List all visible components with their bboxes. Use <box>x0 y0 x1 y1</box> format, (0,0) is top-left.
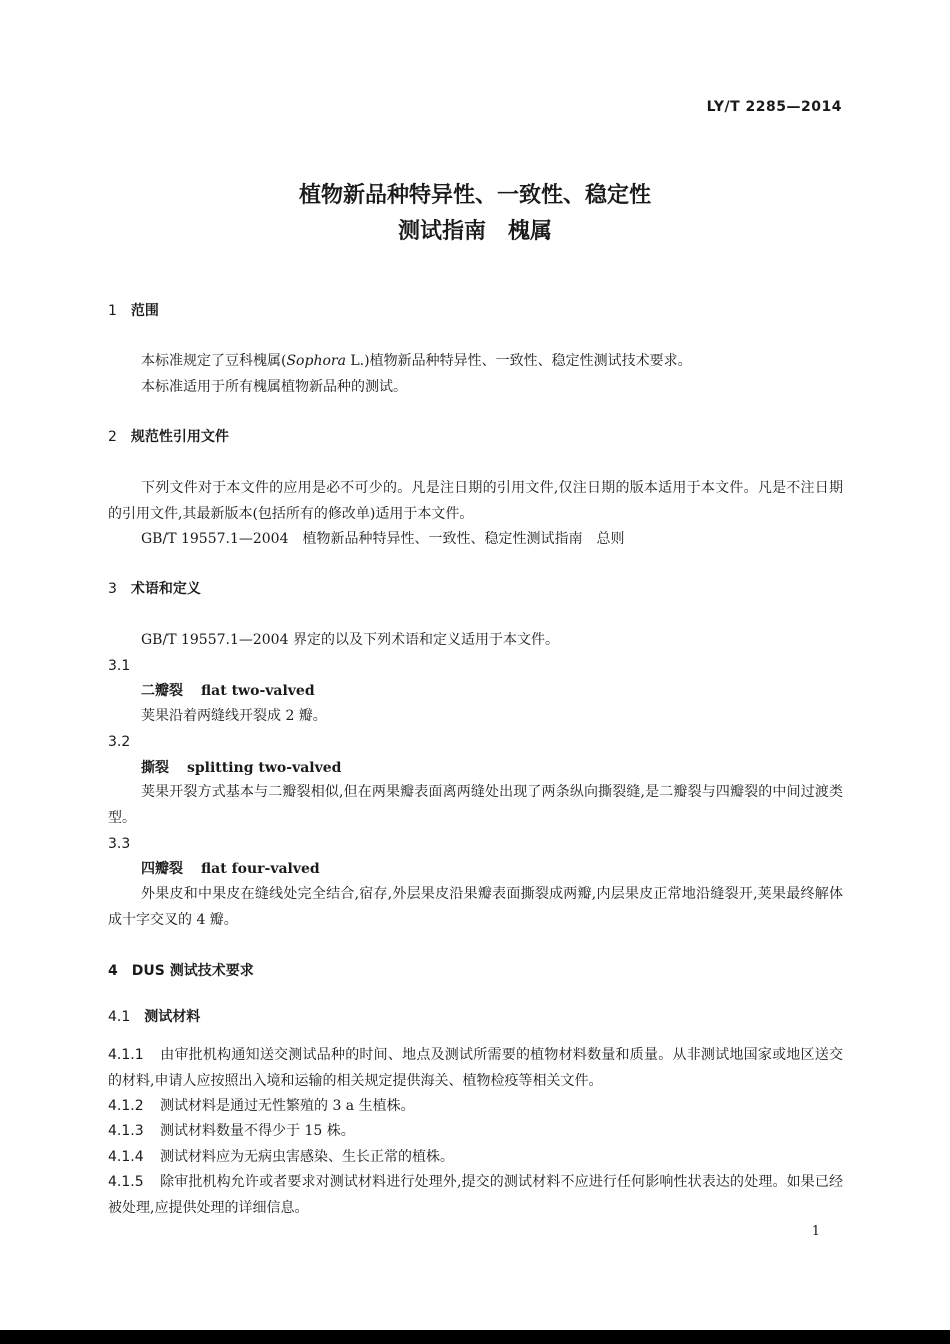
clause-4-1-2 <box>108 1093 843 1119</box>
clause-number: 4.1.3 <box>108 1123 144 1139</box>
text-run: 本标准规定了豆科槐属( <box>141 353 287 369</box>
clause-number: 4.1.4 <box>108 1149 144 1165</box>
section-title: 术语和定义 <box>130 581 201 597</box>
section-1-paragraph-2: 本标准适用于所有槐属植物新品种的测试。 <box>141 379 407 395</box>
term-en: flat two-valved <box>201 683 315 699</box>
page-number: 1 <box>811 1224 820 1239</box>
section-3-intro: GB/T 19557.1—2004 界定的以及下列术语和定义适用于本文件。 <box>141 632 559 648</box>
clause-text: 测试材料数量不得少于 15 株。 <box>160 1123 355 1139</box>
section-title: DUS 测试技术要求 <box>131 963 254 979</box>
term-heading <box>141 758 341 778</box>
term-number: 3.2 <box>108 734 131 750</box>
term-definition: 荚果沿着两缝线开裂成 2 瓣。 <box>141 708 327 724</box>
section-number: 4 <box>108 963 118 979</box>
term-definition: 荚果开裂方式基本与二瓣裂相似,但在两果瓣表面离两缝处出现了两条纵向撕裂缝,是二瓣裂与四瓣裂的中间过渡类型。 <box>108 784 843 826</box>
term-zh: 二瓣裂 <box>141 683 183 699</box>
term-heading <box>141 681 315 701</box>
section-2-heading <box>108 427 229 447</box>
term-definition: 外果皮和中果皮在缝线处完全结合,宿存,外层果皮沿果瓣表面撕裂成两瓣,内层果皮正常地沿缝裂开,荚果最终解体成十字交叉的 4 瓣。 <box>108 886 843 928</box>
section-3-heading <box>108 579 201 599</box>
clause-4-1-4 <box>108 1144 843 1170</box>
clause-text: 由审批机构通知送交测试品种的时间、地点及测试所需要的植物材料数量和质量。从非测试地国家或地区送交的材料,申请人应按照出入境和运输的相关规定提供海关、植物检疫等相关文件。 <box>108 1047 843 1089</box>
term-zh: 撕裂 <box>141 760 169 776</box>
bottom-edge-bar <box>0 1330 950 1344</box>
section-title: 范围 <box>130 303 159 319</box>
section-title: 规范性引用文件 <box>130 429 229 445</box>
genus-name: Sophora <box>286 353 346 369</box>
term-zh: 四瓣裂 <box>141 861 183 877</box>
normative-reference: GB/T 19557.1—2004 植物新品种特异性、一致性、稳定性测试指南 总则 <box>141 531 625 547</box>
clause-number: 4.1.5 <box>108 1174 144 1190</box>
standard-code: LY/T 2285—2014 <box>706 99 842 115</box>
subsection-number: 4.1 <box>108 1009 131 1025</box>
term-heading <box>141 859 320 879</box>
text-run: L.)植物新品种特异性、一致性、稳定性测试技术要求。 <box>345 353 692 369</box>
clause-text: 测试材料应为无病虫害感染、生长正常的植株。 <box>160 1149 454 1165</box>
document-title-line1: 植物新品种特异性、一致性、稳定性 <box>298 183 651 208</box>
term-number: 3.1 <box>108 658 131 674</box>
clause-4-1-3 <box>108 1118 843 1144</box>
term-en: splitting two-valved <box>187 760 342 776</box>
term-number: 3.3 <box>108 836 131 852</box>
clause-4-1-1 <box>108 1042 843 1094</box>
section-number: 2 <box>108 429 117 445</box>
section-1-heading <box>108 301 159 321</box>
clause-text: 除审批机构允许或者要求对测试材料进行处理外,提交的测试材料不应进行任何影响性状表达的处理。如果已经被处理,应提供处理的详细信息。 <box>108 1174 843 1216</box>
section-2-paragraph-1: 下列文件对于本文件的应用是必不可少的。凡是注日期的引用文件,仅注日期的版本适用于本文件。凡是不注日期的引用文件,其最新版本(包括所有的修改单)适用于本文件。 <box>108 480 843 522</box>
document-title-line2: 测试指南 槐属 <box>397 219 552 244</box>
subsection-title: 测试材料 <box>144 1009 201 1025</box>
clause-4-1-5 <box>108 1169 843 1221</box>
section-number: 1 <box>108 303 117 319</box>
section-4-heading <box>108 961 254 981</box>
clause-text: 测试材料是通过无性繁殖的 3 a 生植株。 <box>160 1098 415 1114</box>
section-number: 3 <box>108 581 117 597</box>
section-1-paragraph-1 <box>108 348 843 374</box>
clause-number: 4.1.1 <box>108 1047 144 1063</box>
clause-number: 4.1.2 <box>108 1098 144 1114</box>
section-4-1-heading <box>108 1007 200 1027</box>
term-en: flat four-valved <box>201 861 320 877</box>
